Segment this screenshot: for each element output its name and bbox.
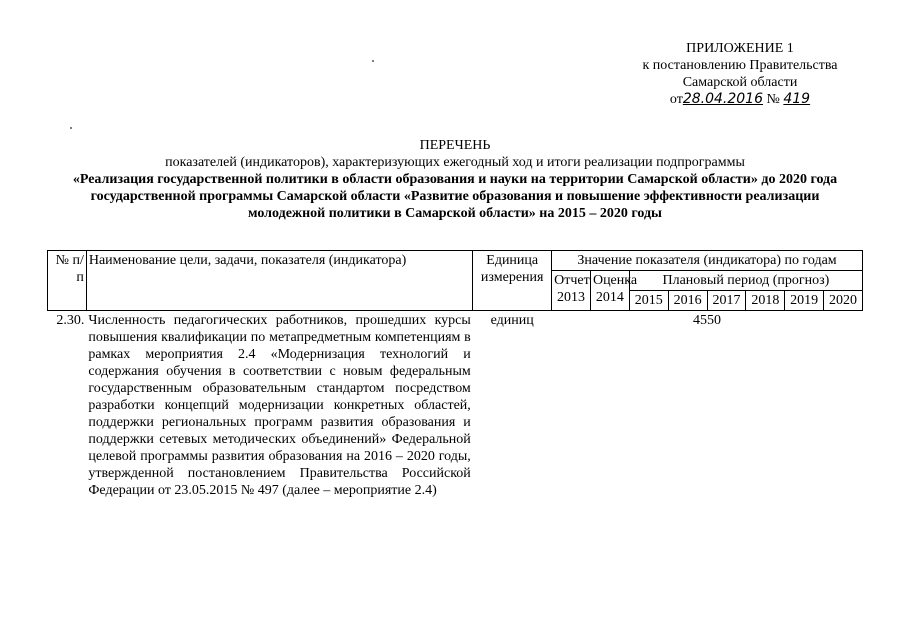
row-unit: единиц [490, 313, 534, 328]
header-year: 2019 [785, 291, 824, 311]
row-value: 4550 [693, 313, 722, 328]
heading-line-2: «Реализация государственной политики в области образования и науки на территории Самарской области» до 2020 года [72, 172, 838, 187]
header-name: Наименование цели, задачи, показателя (индикатора) [86, 251, 472, 311]
header-estimate: Оценка 2014 [590, 271, 629, 311]
scan-speck [372, 60, 374, 62]
handwritten-number: 419 [783, 91, 811, 107]
table-row [48, 311, 863, 501]
document-heading [40, 137, 870, 222]
header-num: № п/п [48, 251, 87, 311]
appendix-title: ПРИЛОЖЕНИЕ 1 [686, 41, 794, 56]
appendix-line-1: к постановлению Правительства [642, 58, 838, 73]
header-unit: Единица измерения [473, 251, 552, 311]
appendix-date-line [590, 91, 890, 108]
appendix-block [590, 40, 890, 108]
header-year: 2015 [629, 291, 668, 311]
header-year: 2016 [668, 291, 707, 311]
heading-line-3: государственной программы Самарской области «Развитие образования и повышение эффективности реализации [90, 189, 820, 204]
header-year: 2018 [746, 291, 785, 311]
header-values: Значение показателя (индикатора) по годам [552, 251, 863, 271]
heading-line-4: молодежной политики в Самарской области» на 2015 – 2020 годы [248, 206, 662, 221]
header-year: 2017 [707, 291, 746, 311]
row-name: Численность педагогических работников, прошедших курсы повышения квалификации по метапредметным компетенциям в рамках мероприятия 2.4 «Модернизация технологий и содержания обучения в соответствии с новым федеральным государственным образовательным стандартом посредством разработки концепций модернизации конкретных областей, поддержки региональных программ развития образования и поддержки сетевых методических объединений» Федеральной целевой программы развития образования на 2016 – 2020 годы, утвержденной постановлением Правительства Российской Федерации от 23.05.2015 № 497 (далее – мероприятие 2.4) [88, 313, 471, 498]
row-num: 2.30. [56, 313, 85, 328]
indicators-table [47, 250, 863, 500]
header-year: 2020 [824, 291, 863, 311]
number-prefix: № [766, 92, 780, 107]
document-title: ПЕРЕЧЕНЬ [419, 138, 491, 153]
date-prefix: от [669, 92, 683, 107]
header-report: Отчет 2013 [552, 271, 591, 311]
header-plan: Плановый период (прогноз) [629, 271, 862, 291]
handwritten-date: 28.04.2016 [682, 91, 763, 107]
heading-line-1: показателей (индикаторов), характеризующих ежегодный ход и итоги реализации подпрограммы [165, 155, 745, 170]
scan-speck [70, 127, 72, 129]
appendix-line-2: Самарской области [682, 75, 798, 90]
